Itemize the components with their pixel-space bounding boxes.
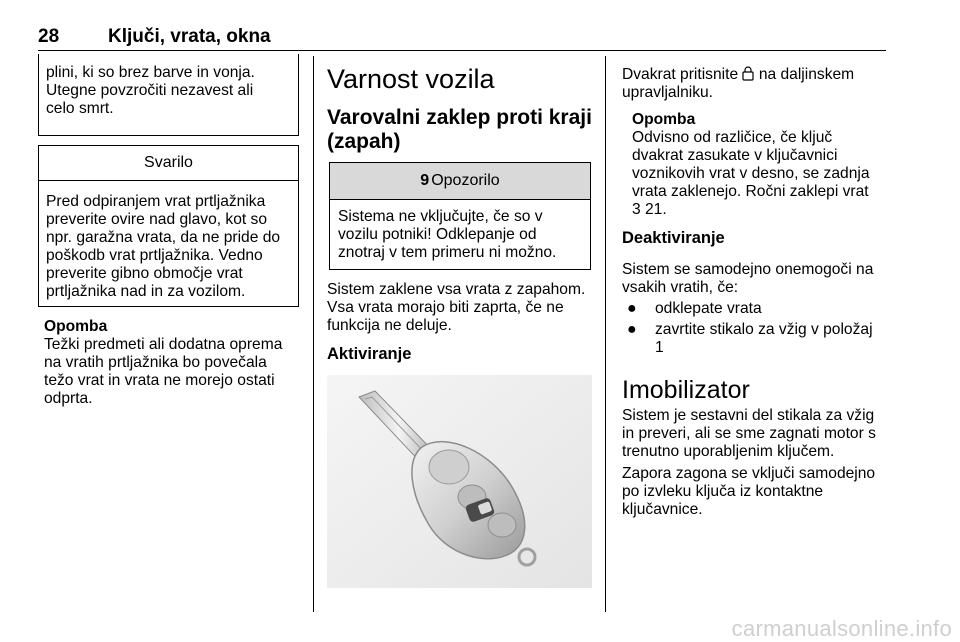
chapter-title: Ključi, vrata, okna: [108, 26, 271, 47]
warning-line: vozilu potniki! Odklepanje od: [338, 226, 537, 243]
note-title: Opomba: [632, 111, 696, 128]
warning-header: [330, 163, 590, 200]
box-line: Utegne povzročiti nezavest ali: [46, 82, 254, 99]
note-line: Odvisno od različice, če ključ: [632, 129, 833, 146]
warning-line: Sistema ne vključujte, če so v: [338, 208, 543, 225]
car-key-fob-image: [327, 375, 592, 588]
body-line: Zapora zagona se vključi samodejno: [622, 465, 876, 482]
box-line: preverite ovire nad glavo, kot so: [46, 211, 268, 228]
body-line: trenutno uporabljenim ključem.: [622, 443, 835, 460]
body-line: in preveri, ali se sme zagnati motor s: [622, 425, 876, 442]
bullet-icon: ●: [627, 300, 637, 317]
intro-text: Dvakrat pritisnite: [622, 66, 739, 83]
subsection-title: Varovalni zaklep proti kraji: [327, 106, 592, 129]
box-line: Pred odpiranjem vrat prtljažnika: [46, 193, 266, 210]
warning-line: znotraj v tem primeru ni možno.: [338, 244, 557, 261]
immobilizer-title: Imobilizator: [622, 376, 750, 404]
warning-title: Opozorilo: [431, 172, 500, 189]
note-line: voznikovih vrat v desno, se zadnja: [632, 165, 870, 182]
column-divider: [605, 56, 606, 612]
note-line: vrata zaklenejo. Ročni zaklepi vrat: [632, 183, 869, 200]
intro-text: na daljinskem: [758, 66, 855, 83]
box-line: plini, ki so brez barve in vonja.: [46, 64, 255, 81]
box-line: npr. garažna vrata, da ne pride do: [46, 229, 281, 246]
caution-title: Svarilo: [39, 146, 298, 181]
list-item: [627, 300, 887, 320]
body-line: Sistem zaklene vsa vrata z zapahom.: [327, 281, 586, 298]
warning-icon: 9: [420, 172, 430, 189]
lock-icon: [742, 66, 754, 81]
activation-title: Aktiviranje: [327, 345, 412, 363]
note-title: Opomba: [44, 318, 108, 335]
page-header: [38, 26, 886, 51]
body-line: Vsa vrata morajo biti zaprta, če ne: [327, 299, 564, 316]
body-line: Sistem se samodejno onemogoči na: [622, 261, 874, 278]
subsection-title: (zapah): [327, 130, 401, 153]
note-line: težo vrat in vrata ne morejo ostati: [44, 372, 275, 389]
note-line: na vratih prtljažnika bo povečala: [44, 354, 267, 371]
list-item-text: zavrtite stikalo za vžig v položaj: [655, 321, 873, 338]
body-line: po izvleku ključa iz kontaktne: [622, 483, 824, 500]
box-line: preverite gibno območje vrat: [46, 265, 243, 282]
box-line: celo smrt.: [46, 100, 114, 117]
bullet-icon: ●: [627, 321, 637, 338]
caution-box: [38, 145, 299, 307]
box-line: prtljažnika nad in za vozilom.: [46, 283, 246, 300]
section-title: Varnost vozila: [327, 64, 495, 94]
box-line: poškodb vrat prtljažnika. Vedno: [46, 247, 263, 264]
watermark: carmanualsonline.info: [731, 616, 952, 641]
note-line: odprta.: [44, 390, 93, 407]
column-divider: [313, 56, 314, 612]
list-item: [627, 321, 887, 359]
body-line: ključavnice.: [622, 501, 703, 518]
note-line: 3 21.: [632, 201, 667, 218]
body-line: Sistem je sestavni del stikala za vžig: [622, 407, 875, 424]
continued-warning-box: [38, 54, 299, 136]
note-line: Težki predmeti ali dodatna oprema: [44, 336, 283, 353]
warning-box: [329, 162, 591, 270]
note-line: dvakrat zasukate v ključavnici: [632, 147, 838, 164]
body-line: funkcija ne deluje.: [327, 317, 452, 334]
list-item-text: odklepate vrata: [655, 300, 762, 317]
page-number: 28: [38, 26, 60, 47]
intro-line: upravljalniku.: [622, 84, 714, 101]
deactivation-title: Deaktiviranje: [622, 229, 725, 247]
intro-line: [622, 66, 854, 84]
body-line: vsakih vratih, če:: [622, 279, 739, 296]
list-item-text-cont: 1: [655, 339, 664, 356]
